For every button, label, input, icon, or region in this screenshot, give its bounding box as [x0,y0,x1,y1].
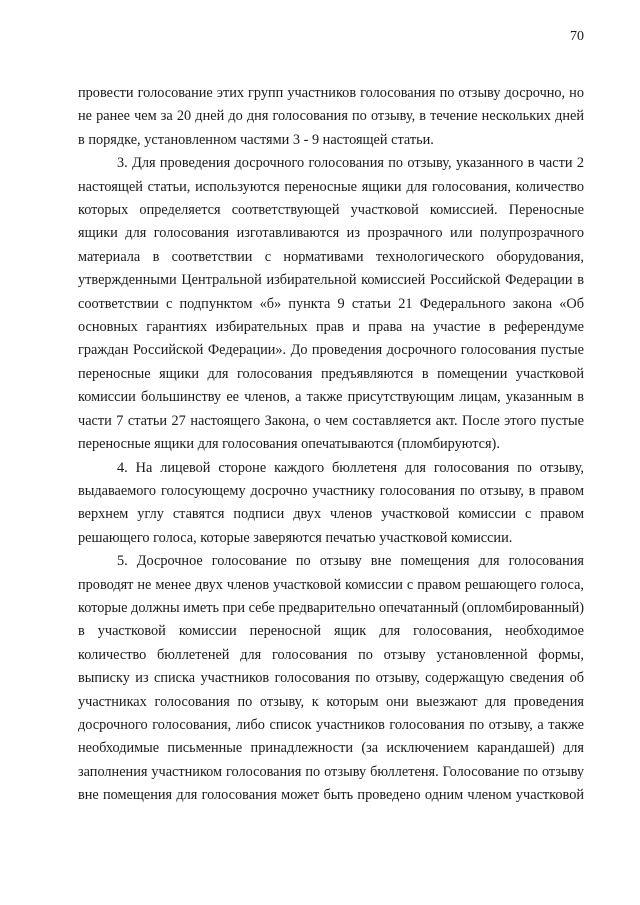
paragraph-item-4: 4. На лицевой стороне каждого бюллетеня для голосования по отзыву, выдаваемого голосующему досрочно участнику голосования по отзыву, в правом верхнем углу ставятся подписи двух членов участковой комиссии с правом решающего голоса, которые заверяются печатью участковой комиссии. [78,459,584,546]
paragraph-item-5: 5. Досрочное голосование по отзыву вне помещения для голосования проводят не менее двух членов участковой комиссии с правом решающего голоса, которые должны иметь при себе предварительно опечатанный (опломбированный) в участковой комиссии переносной ящик для голосования, необходимое количество бюллетеней для голосования по отзыву установленной формы, выписку из списка участников голосования по отзыву, содержащую сведения об участниках голосования по отзыву, к которым они выезжают для проведения досрочного голосования, либо список участников голосования по отзыву, а также необходимые письменные принадлежности (за исключением карандашей) для заполнения участником голосования по отзыву бюллетеня. Голосование по отзыву вне помещения для голосования может быть проведено одним членом участковой [78,553,584,804]
document-body [78,82,584,808]
page-number: 70 [570,29,584,44]
paragraph-continuation: провести голосование этих групп участников голосования по отзыву досрочно, но не ранее чем за 20 дней до дня голосования по отзыву, в течение нескольких дней в порядке, установленном частями 3 - 9 настоящей статьи. [78,85,584,148]
paragraph-item-3: 3. Для проведения досрочного голосования по отзыву, указанного в части 2 настоящей статьи, используются переносные ящики для голосования, количество которых определяется соответствующей участковой комиссией. Переносные ящики для голосования изготавливаются из прозрачного или полупрозрачного материала в соответствии с нормативами технологического оборудования, утвержденными Центральной избирательной комиссией Российской Федерации в соответствии с подпунктом «б» пункта 9 статьи 21 Федерального закона «Об основных гарантиях избирательных прав и права на участие в референдуме граждан Российской Федерации». До проведения досрочного голосования пустые переносные ящики для голосования предъявляются в помещении участковой комиссии большинству ее членов, а также присутствующим лицам, указанным в части 7 статьи 27 настоящего Закона, о чем составляется акт. После этого пустые переносные ящики для голосования опечатываются (пломбируются). [78,155,584,453]
